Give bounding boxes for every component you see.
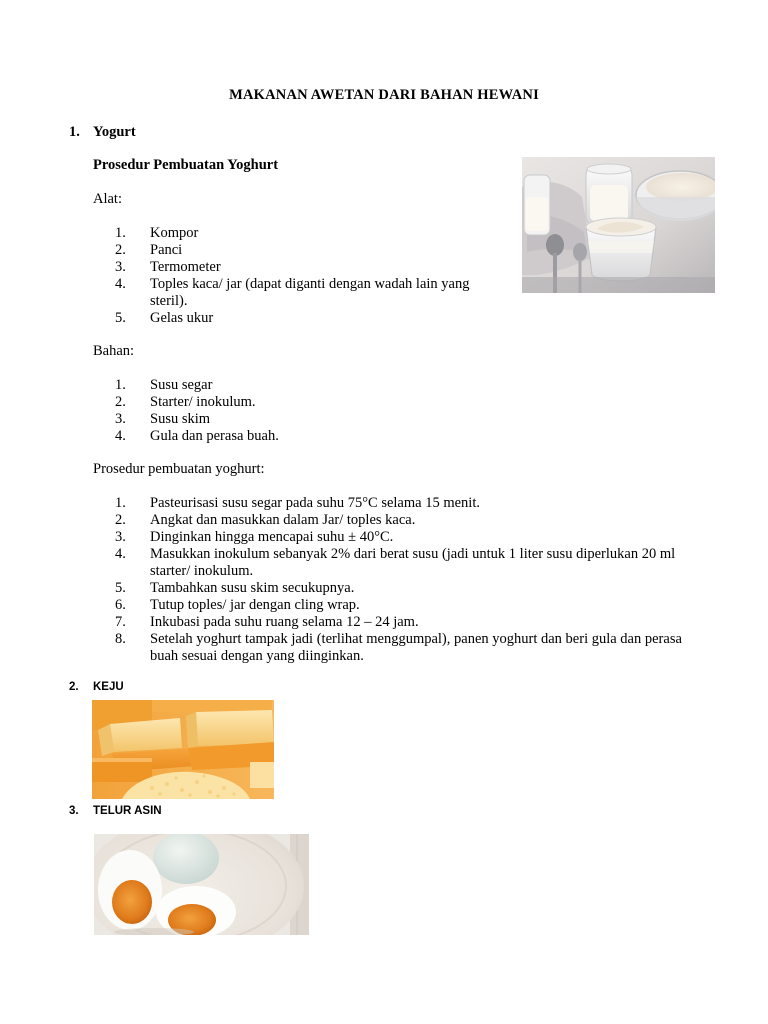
list-text: Setelah yoghurt tampak jadi (terlihat menggumpal), panen yoghurt dan beri gula dan perasa buah sesuai dengan yang diinginkan. bbox=[150, 631, 682, 664]
list-item bbox=[93, 631, 693, 665]
list-text: Gula dan perasa buah. bbox=[150, 428, 279, 444]
list-number: 3. bbox=[115, 259, 126, 275]
list-number: 3. bbox=[115, 529, 126, 545]
list-number: 2. bbox=[115, 242, 126, 258]
bahan-label: Bahan: bbox=[93, 343, 135, 359]
list-number: 4. bbox=[115, 276, 126, 292]
section-1-heading: Yogurt bbox=[93, 124, 136, 140]
list-item bbox=[93, 411, 593, 428]
list-item bbox=[93, 242, 503, 259]
list-number: 2. bbox=[115, 394, 126, 410]
document-title: MAKANAN AWETAN DARI BAHAN HEWANI bbox=[229, 87, 539, 103]
list-number: 4. bbox=[115, 546, 126, 562]
list-item bbox=[93, 259, 503, 276]
list-item bbox=[93, 225, 503, 242]
list-text: Gelas ukur bbox=[150, 310, 214, 326]
prosedur-label: Prosedur pembuatan yoghurt: bbox=[93, 461, 265, 477]
list-number: 7. bbox=[115, 614, 126, 630]
list-number: 1. bbox=[115, 377, 126, 393]
prosedur-list bbox=[93, 495, 693, 665]
list-text: Toples kaca/ jar (dapat diganti dengan wadah lain yang steril). bbox=[150, 276, 470, 309]
list-text: Panci bbox=[150, 242, 183, 258]
list-item bbox=[93, 597, 693, 614]
list-text: Masukkan inokulum sebanyak 2% dari berat susu (jadi untuk 1 liter susu diperlukan 20 ml starter/ inokulum. bbox=[150, 546, 676, 579]
list-text: Termometer bbox=[150, 259, 221, 275]
list-text: Kompor bbox=[150, 225, 199, 241]
section-2-heading: KEJU bbox=[93, 681, 124, 693]
list-item bbox=[93, 310, 503, 327]
list-text: Susu skim bbox=[150, 411, 211, 427]
list-number: 5. bbox=[115, 580, 126, 596]
alat-list bbox=[93, 225, 503, 327]
section-1-number: 1. bbox=[69, 124, 80, 140]
list-text: Angkat dan masukkan dalam Jar/ toples kaca. bbox=[150, 512, 416, 528]
list-item bbox=[93, 428, 593, 445]
cheese-photo bbox=[92, 700, 274, 799]
list-text: Tambahkan susu skim secukupnya. bbox=[150, 580, 355, 596]
list-text: Inkubasi pada suhu ruang selama 12 – 24 jam. bbox=[150, 614, 419, 630]
section-2-number: 2. bbox=[69, 681, 79, 693]
list-text: Pasteurisasi susu segar pada suhu 75°C selama 15 menit. bbox=[150, 495, 480, 511]
yogurt-photo bbox=[522, 157, 715, 293]
list-number: 8. bbox=[115, 631, 126, 647]
list-item bbox=[93, 580, 693, 597]
alat-label: Alat: bbox=[93, 191, 122, 207]
list-number: 2. bbox=[115, 512, 126, 528]
list-item bbox=[93, 546, 693, 580]
list-number: 1. bbox=[115, 495, 126, 511]
list-item bbox=[93, 377, 593, 394]
list-item bbox=[93, 495, 693, 512]
list-item bbox=[93, 529, 693, 546]
section-3-heading: TELUR ASIN bbox=[93, 805, 162, 817]
yogurt-procedure-subheading: Prosedur Pembuatan Yoghurt bbox=[93, 157, 279, 173]
list-number: 1. bbox=[115, 225, 126, 241]
list-text: Susu segar bbox=[150, 377, 213, 393]
list-text: Tutup toples/ jar dengan cling wrap. bbox=[150, 597, 360, 613]
list-text: Dinginkan hingga mencapai suhu ± 40°C. bbox=[150, 529, 394, 545]
list-item bbox=[93, 394, 593, 411]
bahan-list bbox=[93, 377, 593, 445]
list-number: 4. bbox=[115, 428, 126, 444]
section-3-number: 3. bbox=[69, 805, 79, 817]
list-number: 3. bbox=[115, 411, 126, 427]
list-number: 6. bbox=[115, 597, 126, 613]
list-item bbox=[93, 614, 693, 631]
list-item bbox=[93, 276, 503, 310]
list-item bbox=[93, 512, 693, 529]
list-text: Starter/ inokulum. bbox=[150, 394, 256, 410]
list-number: 5. bbox=[115, 310, 126, 326]
salted-egg-photo bbox=[94, 834, 309, 935]
